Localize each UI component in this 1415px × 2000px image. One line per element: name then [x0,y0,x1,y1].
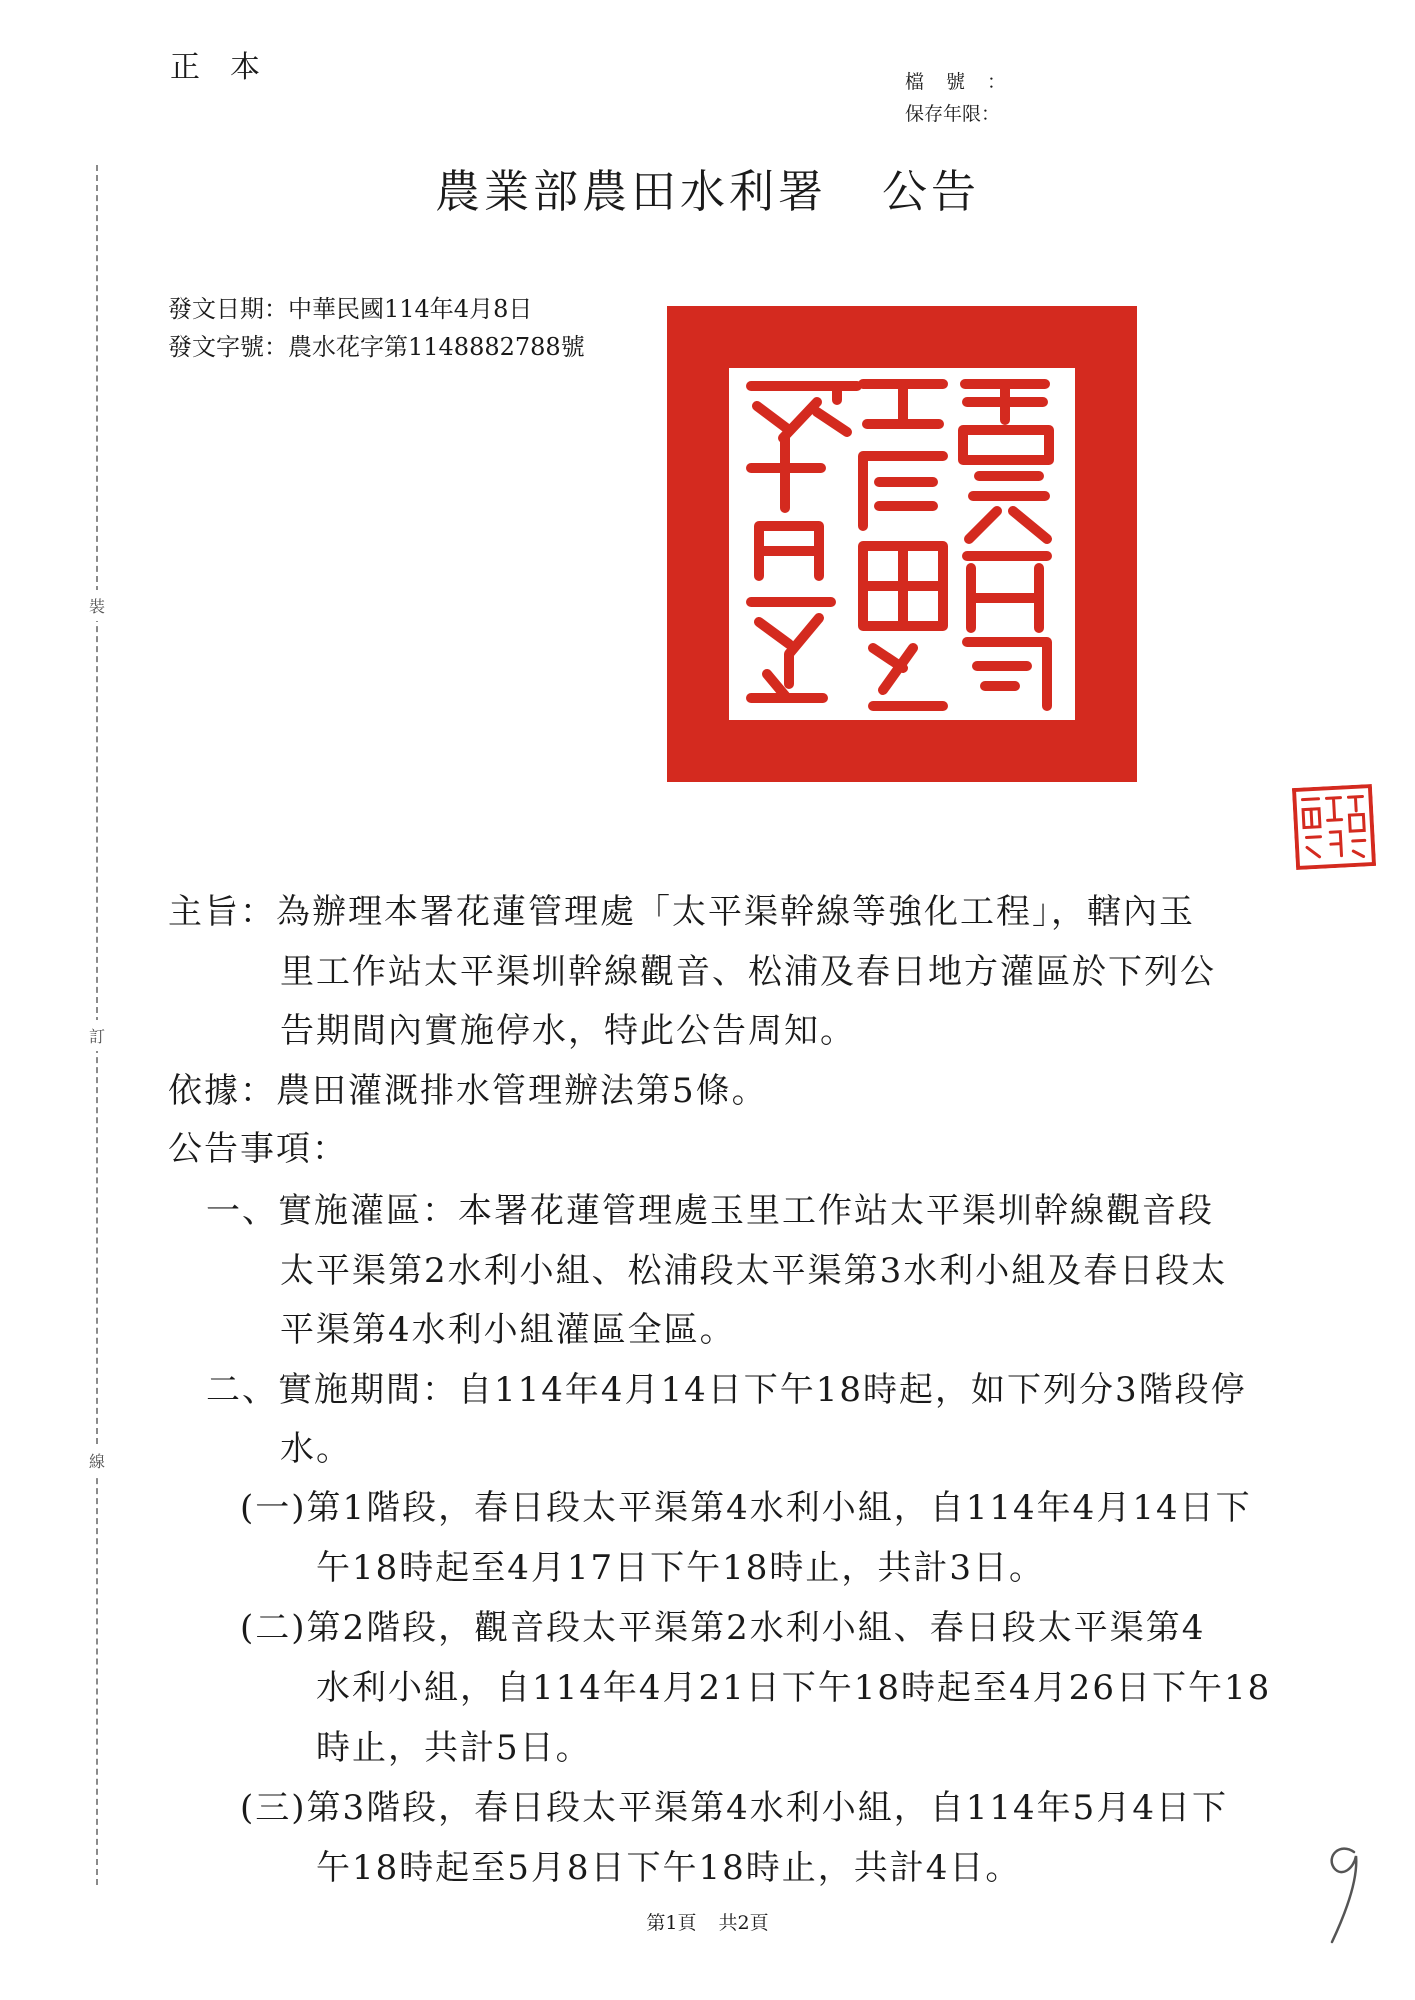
page-footer [0,1908,1415,1935]
retention-label: 保存年限： [905,103,1001,125]
page-number: 第1頁 [646,1912,697,1934]
issue-date: 發文日期：中華民國114年4月8日 [168,295,533,323]
body-line: 里工作站太平渠圳幹線觀音、松浦及春日地方灌區於下列公 [280,952,1216,992]
agency-name: 農業部農田水利署 [434,165,827,218]
body-line: 一、實施灌區：本署花蓮管理處玉里工作站太平渠圳幹線觀音段 [206,1191,1214,1231]
file-meta [905,66,1028,130]
issue-number: 發文字號：農水花字第1148882788號 [168,333,585,361]
official-seal-icon [667,306,1137,782]
body-line: 午18時起至5月8日下午18時止，共計4日。 [316,1848,1022,1888]
binding-mark-xian: 線 [85,1445,109,1476]
copy-mark: 正本 [170,50,290,85]
small-seal-icon [1292,784,1376,870]
body-line: (三)第3階段，春日段太平渠第4水利小組，自114年5月4日下 [240,1788,1228,1828]
body-line: 平渠第4水利小組灌區全區。 [280,1310,736,1350]
doc-type: 公告 [882,165,981,218]
page-title [0,155,1415,220]
body-line: 主旨：為辦理本署花蓮管理處「太平渠幹線等強化工程」，轄內玉 [168,892,1195,932]
body-line: 水利小組，自114年4月21日下午18時起至4月26日下午18 [316,1668,1272,1708]
body-line: (一)第1階段，春日段太平渠第4水利小組，自114年4月14日下 [240,1488,1252,1528]
body-line: 公告事項： [168,1129,348,1169]
body-line: 依據：農田灌溉排水管理辦法第5條。 [168,1071,768,1111]
issue-meta [168,290,585,366]
binding-mark-ding: 訂 [85,1020,109,1051]
body-line: 太平渠第2水利小組、松浦段太平渠第3水利小組及春日段太 [280,1251,1228,1291]
body-line: (二)第2階段，觀音段太平渠第2水利小組、春日段太平渠第4 [240,1608,1206,1648]
body-line: 水。 [280,1429,352,1469]
body-line: 午18時起至4月17日下午18時止，共計3日。 [316,1548,1046,1588]
file-number-label: 檔號： [905,71,1029,93]
binding-mark-zhuang: 裝 [85,590,109,621]
page-total: 共2頁 [718,1912,769,1934]
body-line: 告期間內實施停水，特此公告周知。 [280,1011,856,1051]
body-line: 時止，共計5日。 [316,1728,592,1768]
body-line: 二、實施期間：自114年4月14日下午18時起，如下列分3階段停 [206,1370,1247,1410]
